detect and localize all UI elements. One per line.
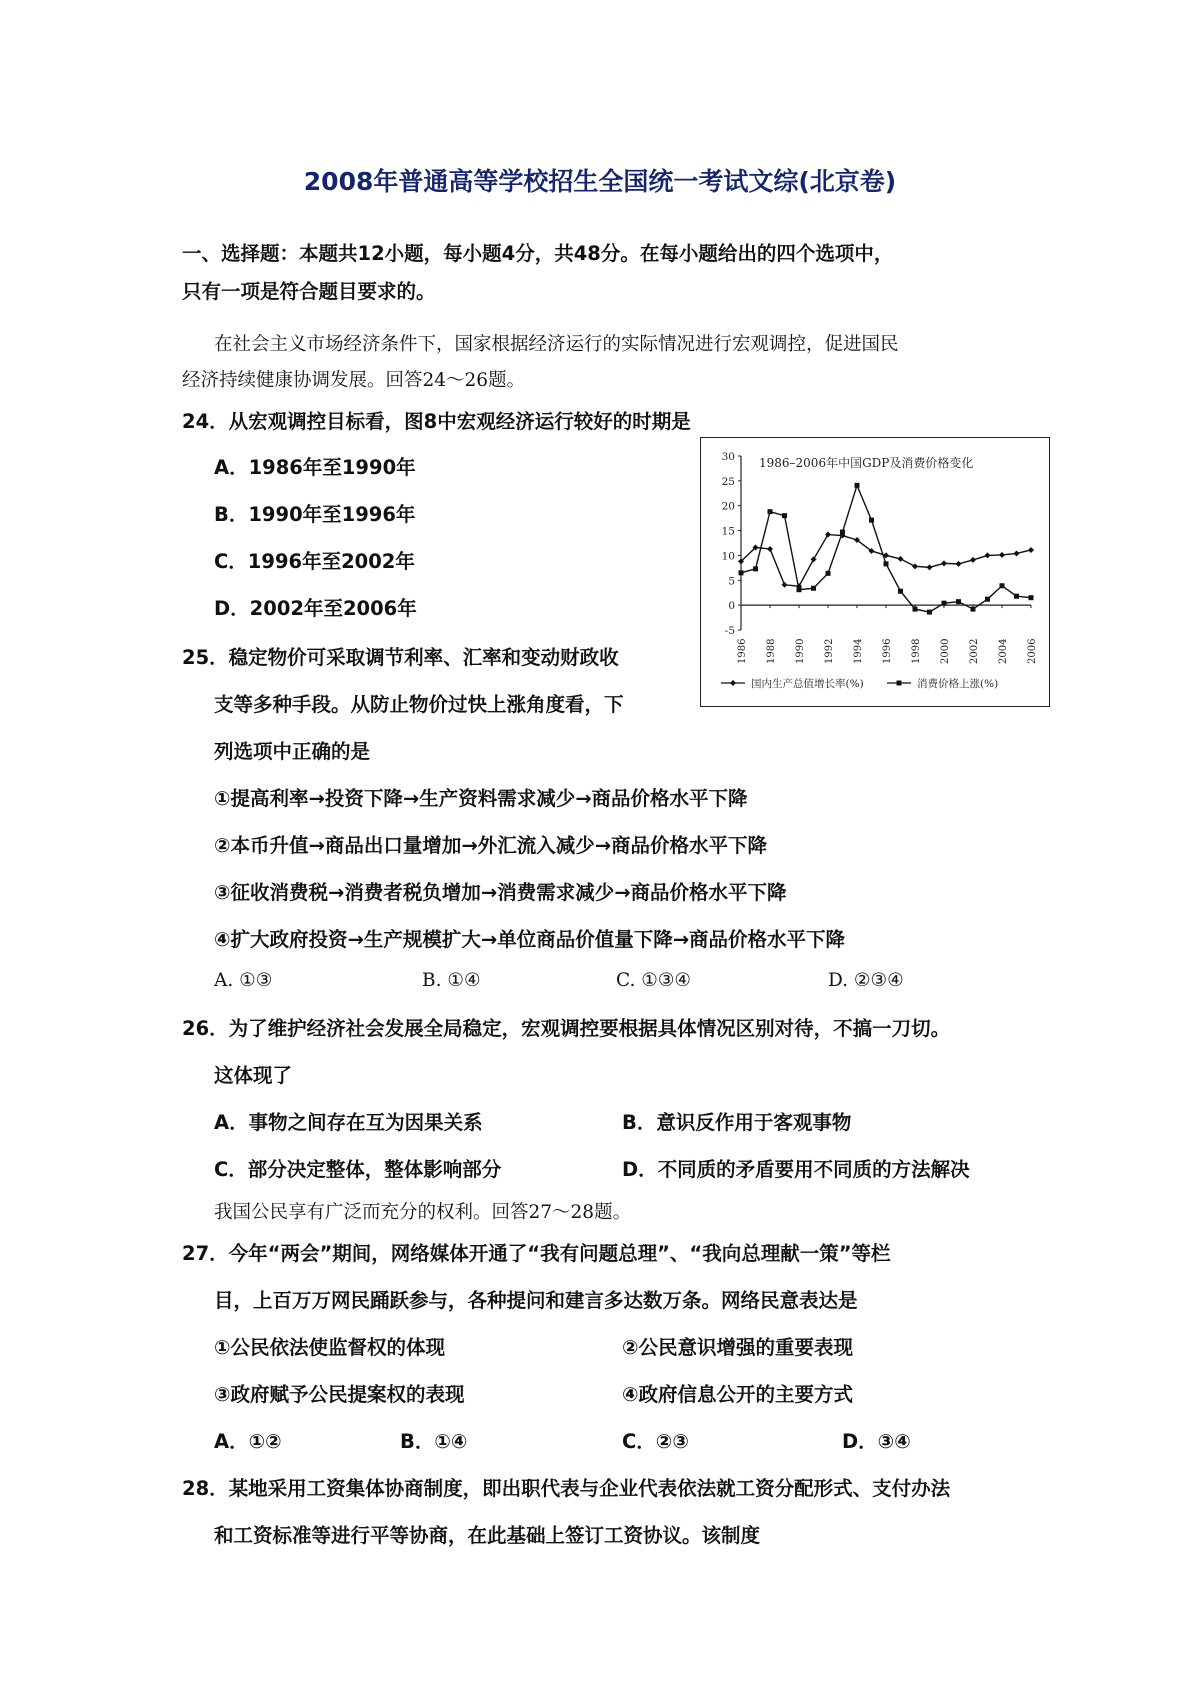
data-point-cpi (1029, 595, 1034, 600)
x-tick-label: 2006 (1027, 638, 1038, 664)
page-title: 2008年普通高等学校招生全国统一考试文综(北京卷) (303, 167, 897, 196)
q26-option-d: D．不同质的矛盾要用不同质的方法解决 (622, 1158, 970, 1181)
data-point-gdp (1028, 547, 1034, 553)
q25-option-a: A. ①③ (214, 970, 273, 991)
data-point-cpi (768, 509, 773, 514)
y-tick-label: 0 (728, 600, 735, 613)
data-point-gdp (782, 582, 788, 588)
series-line-1 (741, 535, 1031, 587)
q27-option-c: C．②③ (622, 1430, 689, 1453)
data-point-gdp (825, 532, 831, 538)
data-point-gdp (985, 552, 991, 558)
data-point-cpi (753, 566, 758, 571)
q24-option-d: D．2002年至2006年 (214, 597, 417, 620)
data-point-cpi (971, 607, 976, 612)
gdp-cpi-chart (700, 437, 1050, 707)
x-tick-label: 1998 (911, 638, 922, 664)
x-tick-label: 1992 (824, 638, 835, 664)
legend-marker-cpi (897, 681, 902, 686)
data-point-gdp (912, 563, 918, 569)
x-tick-label: 1990 (795, 638, 806, 664)
y-tick-label: 25 (721, 475, 735, 488)
x-tick-label: 2004 (998, 638, 1009, 664)
q28-stem-line1: 28．某地采用工资集体协商制度，即出职代表与企业代表依法就工资分配形式、支付办法 (182, 1477, 951, 1500)
data-point-cpi (782, 513, 787, 518)
q26-stem-line1: 26．为了维护经济社会发展全局稳定，宏观调控要根据具体情况区别对待，不搞一刀切。 (182, 1017, 951, 1040)
q26-option-b: B．意识反作用于客观事物 (622, 1111, 852, 1134)
intro-paragraph-2: 我国公民享有广泛而充分的权利。回答27～28题。 (214, 1202, 632, 1223)
series-line-2 (741, 485, 1031, 612)
data-point-cpi (927, 610, 932, 615)
q25-item-3: ③征收消费税→消费者税负增加→消费需求减少→商品价格水平下降 (214, 881, 787, 904)
data-point-gdp (767, 546, 773, 552)
y-tick-label: 15 (721, 525, 735, 538)
section-heading-line2: 只有一项是符合题目要求的。 (182, 280, 436, 303)
y-tick-label: 5 (728, 575, 735, 588)
q27-item-4: ④政府信息公开的主要方式 (622, 1383, 854, 1406)
chart-canvas (701, 438, 1049, 706)
q24-stem: 24．从宏观调控目标看，图8中宏观经济运行较好的时期是 (182, 410, 691, 433)
q24-option-b: B．1990年至1996年 (214, 503, 416, 526)
data-point-gdp (999, 552, 1005, 558)
data-point-gdp (970, 557, 976, 563)
data-point-cpi (956, 599, 961, 604)
data-point-cpi (1014, 594, 1019, 599)
intro-paragraph-line1: 在社会主义市场经济条件下，国家根据经济运行的实际情况进行宏观调控，促进国民 (214, 334, 899, 355)
q25-stem-line2: 支等多种手段。从防止物价过快上涨角度看，下 (214, 693, 624, 716)
data-point-cpi (739, 570, 744, 575)
x-tick-label: 1988 (766, 638, 777, 664)
q26-option-a: A．事物之间存在互为因果关系 (214, 1111, 483, 1134)
q25-stem-line1: 25．稳定物价可采取调节利率、汇率和变动财政收 (182, 646, 619, 669)
q27-option-a: A．①② (214, 1430, 282, 1453)
q27-option-d: D．③④ (842, 1430, 911, 1453)
data-point-cpi (1000, 583, 1005, 588)
y-tick-label: -5 (724, 625, 735, 637)
x-tick-label: 2002 (969, 638, 980, 664)
data-point-cpi (869, 518, 874, 523)
q25-option-d: D. ②③④ (828, 970, 904, 991)
q25-option-b: B. ①④ (422, 970, 481, 991)
section-heading-line1: 一、选择题：本题共12小题，每小题4分，共48分。在每小题给出的四个选项中， (182, 242, 894, 265)
q26-option-c: C．部分决定整体，整体影响部分 (214, 1158, 502, 1181)
data-point-cpi (797, 587, 802, 592)
data-point-gdp (956, 561, 962, 567)
q27-item-2: ②公民意识增强的重要表现 (622, 1336, 854, 1359)
q27-item-3: ③政府赋予公民提案权的表现 (214, 1383, 465, 1406)
data-point-cpi (884, 561, 889, 566)
x-tick-label: 1994 (853, 638, 864, 664)
q27-stem-line1: 27．今年“两会”期间，网络媒体开通了“我有问题总理”、“我向总理献一策”等栏 (182, 1242, 891, 1265)
data-point-cpi (826, 571, 831, 576)
chart-title: 1986–2006年中国GDP及消费价格变化 (759, 456, 974, 470)
data-point-cpi (913, 607, 918, 612)
q27-item-1: ①公民依法使监督权的体现 (214, 1336, 446, 1359)
data-point-gdp (927, 564, 933, 570)
q26-stem-line2: 这体现了 (214, 1064, 293, 1087)
data-point-cpi (840, 530, 845, 535)
q24-option-a: A．1986年至1990年 (214, 456, 416, 479)
data-point-gdp (1014, 550, 1020, 556)
data-point-gdp (941, 560, 947, 566)
data-point-gdp (811, 556, 817, 562)
q25-item-4: ④扩大政府投资→生产规模扩大→单位商品价值量下降→商品价格水平下降 (214, 928, 846, 951)
q25-item-1: ①提高利率→投资下降→生产资料需求减少→商品价格水平下降 (214, 787, 748, 810)
q28-stem-line2: 和工资标准等进行平等协商，在此基础上签订工资协议。该制度 (214, 1524, 761, 1547)
q27-option-b: B．①④ (400, 1430, 468, 1453)
data-point-gdp (898, 556, 904, 562)
legend-label-gdp: 国内生产总值增长率(%) (751, 678, 864, 690)
data-point-cpi (811, 586, 816, 591)
data-point-cpi (942, 601, 947, 606)
q25-stem-line3: 列选项中正确的是 (214, 740, 371, 763)
x-tick-label: 2000 (940, 638, 951, 664)
x-tick-label: 1986 (737, 638, 748, 664)
data-point-cpi (898, 589, 903, 594)
q25-option-c: C. ①③④ (616, 970, 692, 991)
q24-option-c: C．1996年至2002年 (214, 550, 415, 573)
data-point-cpi (855, 483, 860, 488)
x-tick-label: 1996 (882, 638, 893, 664)
legend-label-cpi: 消费价格上涨(%) (917, 678, 999, 690)
intro-paragraph-line2: 经济持续健康协调发展。回答24～26题。 (182, 370, 526, 391)
y-tick-label: 20 (721, 500, 735, 513)
y-tick-label: 10 (721, 550, 735, 563)
data-point-cpi (985, 597, 990, 602)
q25-item-2: ②本币升值→商品出口量增加→外汇流入减少→商品价格水平下降 (214, 834, 768, 857)
q27-stem-line2: 目，上百万万网民踊跃参与，各种提问和建言多达数万条。网络民意表达是 (214, 1289, 858, 1312)
legend-marker-gdp (730, 680, 736, 686)
y-tick-label: 30 (721, 451, 735, 463)
